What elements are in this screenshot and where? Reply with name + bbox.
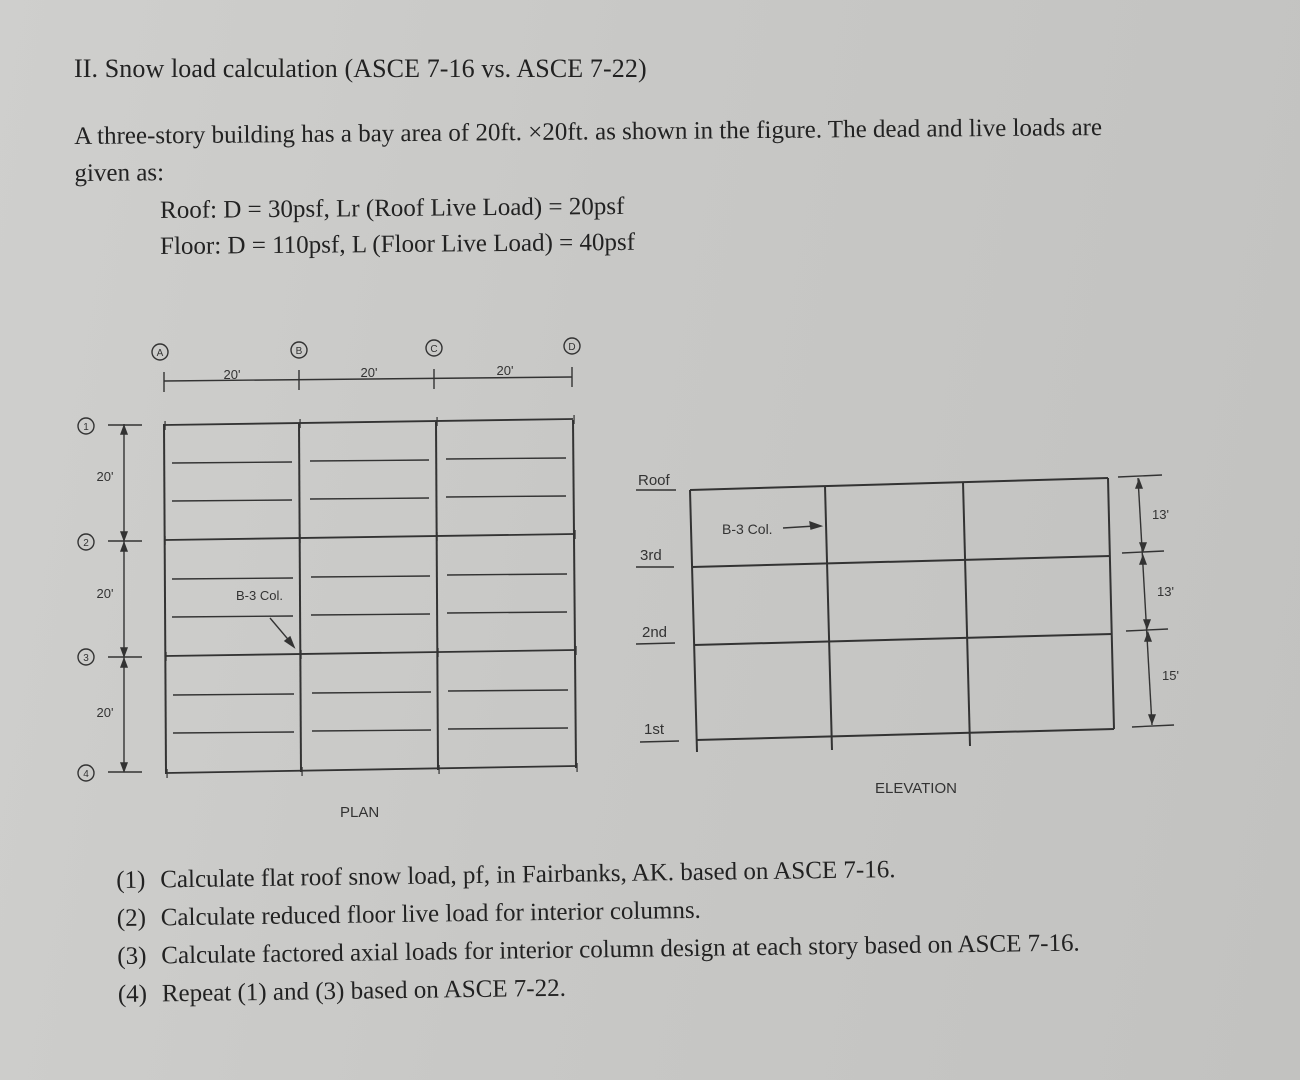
column-mark-a2: I — [163, 533, 167, 548]
plan-column-callout: B-3 Col. — [236, 588, 283, 603]
question-list — [116, 846, 1238, 1014]
column-mark-b4: I — [300, 764, 304, 779]
question-number: (2) — [116, 904, 147, 932]
grid-label-a: A — [156, 348, 164, 359]
question-number: (1) — [116, 866, 146, 894]
floor-loads: Floor: D = 110psf, L (Floor Live Load) = 40psf — [160, 228, 636, 260]
column-mark-b3: I — [299, 647, 303, 662]
column-mark-a4: I — [165, 766, 169, 781]
column-mark-c1: I — [435, 414, 439, 429]
roof-loads: Roof: D = 30psf, Lr (Roof Live Load) = 20psf — [160, 192, 625, 224]
column-mark-d4: I — [575, 760, 579, 775]
story-height-3: 13' — [1152, 507, 1169, 522]
column-mark-c3: I — [436, 645, 440, 660]
figure-drawing — [0, 320, 1300, 840]
column-mark-c2: I — [435, 529, 439, 544]
column-mark-d3: I — [574, 643, 578, 658]
question-text: Calculate flat roof snow load, pf, in Fairbanks, AK. based on ASCE 7-16. — [160, 856, 896, 894]
elevation-column-callout: B-3 Col. — [722, 521, 773, 537]
question-text: Calculate factored axial loads for interior column design at each story based on ASCE 7-16. — [161, 929, 1080, 970]
bay-depth-34: 20' — [96, 705, 114, 720]
question-number: (3) — [117, 942, 147, 970]
grid-label-3: 3 — [83, 653, 89, 664]
bay-width-bc: 20' — [360, 365, 378, 380]
elevation-caption: ELEVATION — [875, 780, 957, 797]
grid-label-4: 4 — [83, 769, 89, 780]
bay-depth-12: 20' — [96, 469, 114, 484]
column-mark-c4: I — [437, 762, 441, 777]
level-1st: 1st — [644, 721, 665, 738]
problem-intro: A three-story building has a bay area of 20ft. ×20ft. as shown in the figure. The dead and live loads are given as: — [74, 114, 1103, 187]
question-text: Repeat (1) and (3) based on ASCE 7-22. — [161, 974, 567, 1008]
grid-label-2: 2 — [83, 538, 89, 549]
grid-label-d: D — [568, 342, 576, 353]
level-3rd: 3rd — [640, 547, 662, 564]
bay-width-cd: 20' — [496, 363, 514, 378]
grid-label-b: B — [295, 346, 303, 357]
elevation-view — [636, 475, 1174, 752]
story-height-2: 13' — [1157, 584, 1174, 599]
question-text: Calculate reduced floor live load for interior columns. — [160, 896, 702, 932]
bay-width-ab: 20' — [223, 367, 241, 382]
structural-figure — [0, 320, 1300, 840]
grid-label-c: C — [430, 344, 438, 355]
section-heading: II. Snow load calculation (ASCE 7-16 vs. ASCE 7-22) — [74, 54, 647, 83]
column-mark-a1: I — [163, 418, 167, 433]
column-mark-d2: I — [573, 527, 577, 542]
level-2nd: 2nd — [642, 624, 668, 641]
plan-view — [78, 338, 580, 781]
column-mark-d1: I — [572, 412, 576, 427]
grid-label-1: 1 — [83, 422, 89, 433]
bay-depth-23: 20' — [96, 586, 114, 601]
column-mark-b1: I — [298, 416, 302, 431]
plan-caption: PLAN — [340, 804, 380, 821]
column-mark-a3: I — [164, 649, 168, 664]
column-mark-b2: I — [298, 531, 302, 546]
story-height-1: 15' — [1162, 668, 1179, 683]
question-number: (4) — [117, 980, 148, 1008]
level-roof: Roof — [638, 472, 670, 489]
